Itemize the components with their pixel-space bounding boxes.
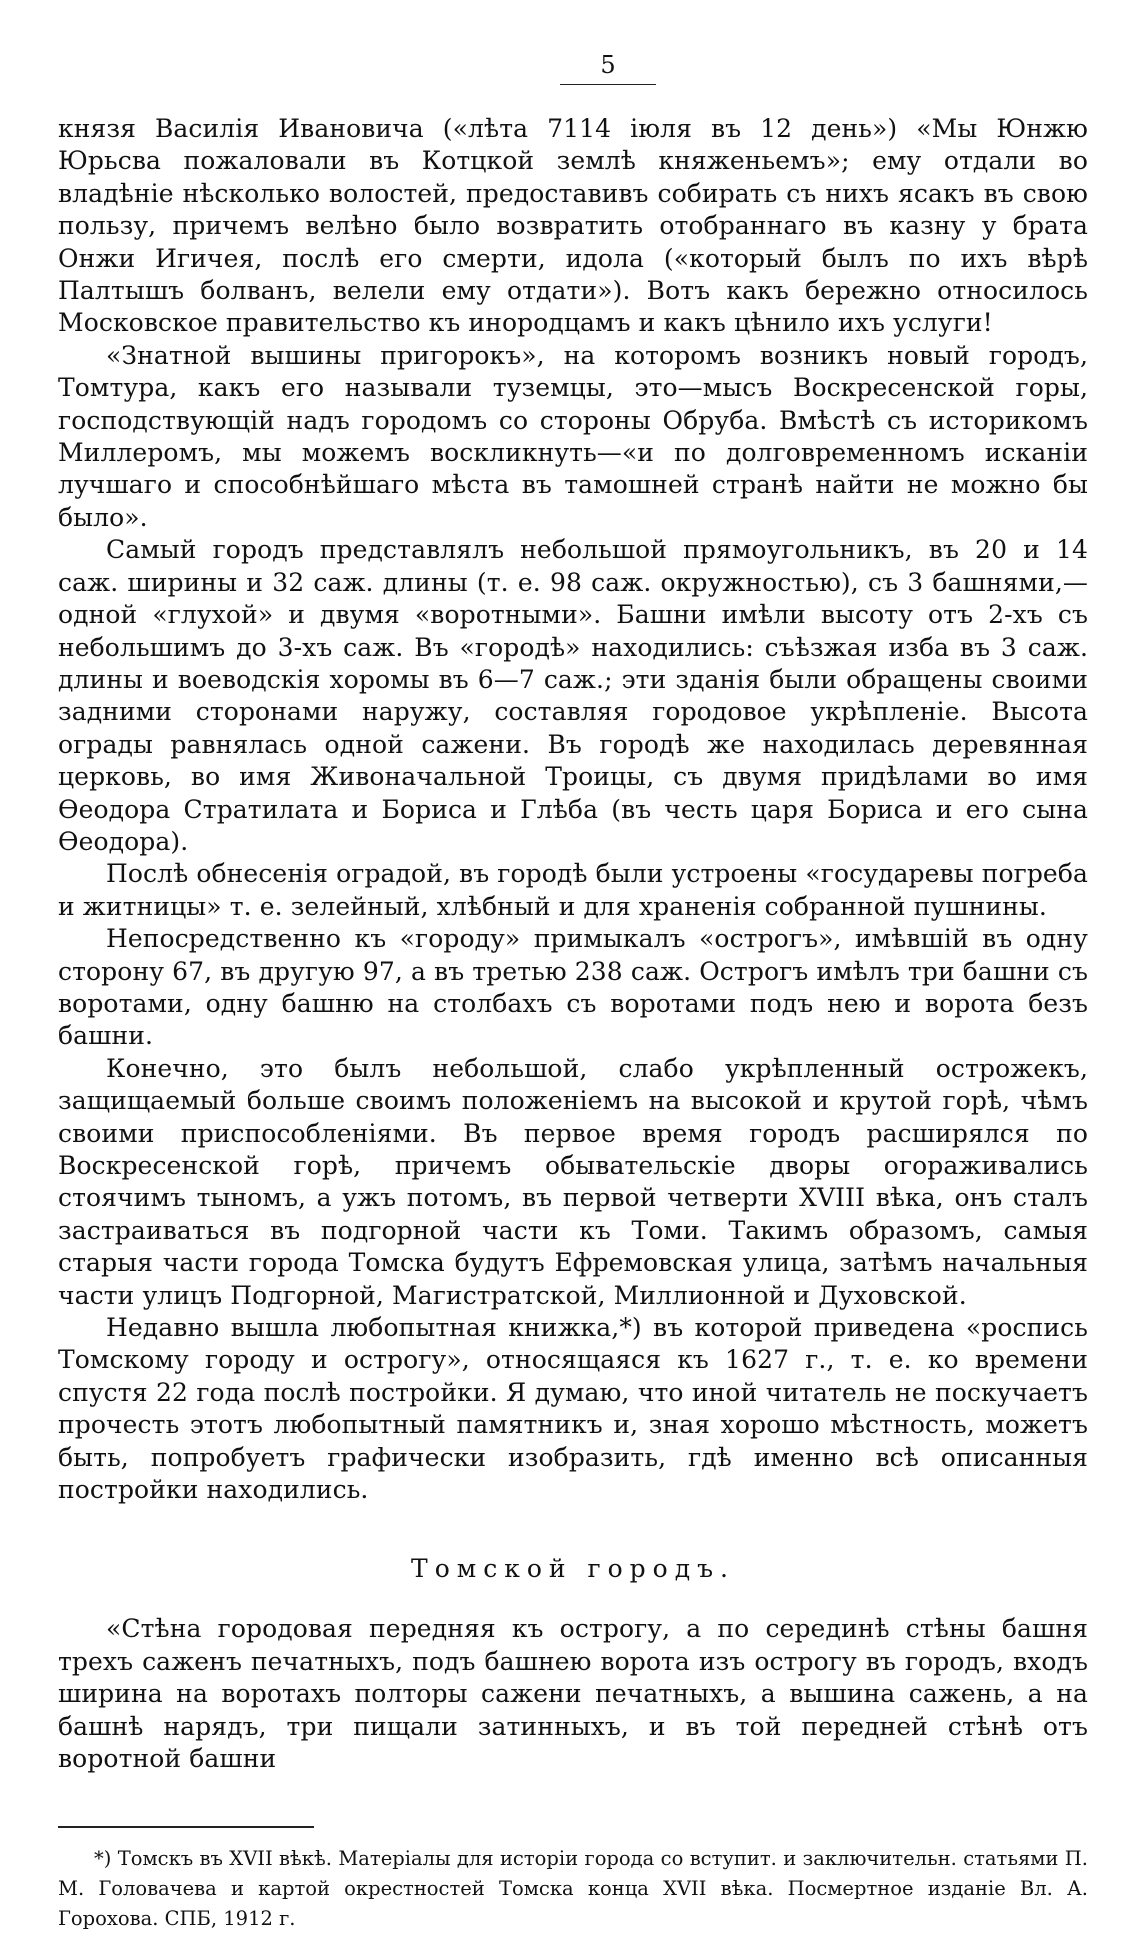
section-title: Томской городъ. [411, 1554, 735, 1584]
paragraph-7: Недавно вышла любопытная книжка,*) въ которой приведена «роспись Томскому городу и острогу», относящаяся къ 1627 г., т. е. ко времени спустя 22 года послѣ постройки. Я думаю, что иной читатель не поскучаетъ прочесть этотъ любопытный памятникъ и, зная хорошо мѣстность, можетъ быть, попробуетъ графически изобразить, гдѣ именно всѣ описанныя постройки находились. [58, 1313, 1088, 1505]
paragraph-2: «Знатной вышины пригорокъ», на которомъ возникъ новый городъ, Томтура, какъ его называли туземцы, это—мысъ Воскресенской горы, господствующій надъ городомъ со стороны Обруба. Вмѣстѣ съ историкомъ Миллеромъ, мы можемъ воскликнуть—«и по долговременномъ исканіи лучшаго и способнѣйшаго мѣста въ тамошней странѣ найти не можно бы было». [58, 340, 1088, 532]
paragraph-3: Самый городъ представлялъ небольшой прямоугольникъ, въ 20 и 14 саж. ширины и 32 саж. длины (т. е. 98 саж. окружностью), съ 3 башнями,—одной «глухой» и двумя «воротными». Башни имѣли высоту отъ 2-хъ съ небольшимъ до 3-хъ саж. Въ «городѣ» находились: съѣзжая изба въ 3 саж. длины и воеводскія хоромы въ 6—7 саж.; эти зданія были обращены своими задними сторонами наружу, составляя городовое укрѣпленіе. Высота ограды равнялась одной сажени. Въ городѣ же находилась деревянная церковь, во имя Живоначальной Троицы, съ двумя придѣлами во имя Ѳеодора Стратилата и Бориса и Глѣба (въ честь царя Бориса и его сына Ѳеодора). [58, 535, 1088, 856]
body-text [58, 113, 1088, 1776]
paragraph-5: Непосредственно къ «городу» примыкалъ «острогъ», имѣвшій въ одну сторону 67, въ другую 97, а въ третью 238 саж. Острогъ имѣлъ три башни съ воротами, одну башню на столбахъ съ воротами подъ нею и ворота безъ башни. [58, 924, 1088, 1051]
section-paragraph: «Стѣна городовая передняя къ острогу, а по серединѣ стѣны башня трехъ саженъ печатныхъ, подъ башнею ворота изъ острогу въ городъ, входъ ширина на воротахъ полторы сажени печатныхъ, а вышина сажень, а на башнѣ нарядъ, три пищали затинныхъ, и въ той передней стѣнѣ отъ воротной башни [58, 1614, 1088, 1774]
page [58, 48, 1088, 1934]
paragraph-4: Послѣ обнесенія оградой, въ городѣ были устроены «государевы погреба и житницы» т. е. зелейный, хлѣбный и для храненія собранной пушнины. [58, 859, 1088, 921]
paragraph-6: Конечно, это былъ небольшой, слабо укрѣпленный острожекъ, защищаемый больше своимъ положеніемъ на высокой и крутой горѣ, чѣмъ своими приспособленіями. Въ первое время городъ расширялся по Воскресенской горѣ, причемъ обывательскіе дворы огораживались стоячимъ тыномъ, а ужъ потомъ, въ первой четверти XVIII вѣка, онъ сталъ застраиваться въ подгорной части къ Томи. Такимъ образомъ, самыя старыя части города Томска будутъ Ефремовская улица, затѣмъ начальныя части улицъ Подгорной, Магистратской, Миллионной и Духовской. [58, 1053, 1088, 1310]
footnote: *) Томскъ въ XVII вѣкѣ. Матеріалы для исторіи города со вступит. и заключительн. статьями П. М. Головачева и картой окрестностей Томска конца XVII вѣка. Посмертное изданіе Вл. А. Горохова. СПБ, 1912 г. [58, 1846, 1088, 1930]
page-number [128, 48, 1088, 85]
footnote-divider [58, 1826, 314, 1828]
paragraph-1: князя Василія Ивановича («лѣта 7114 іюля въ 12 день») «Мы Юнжю Юрьсва пожаловали въ Котцкой землѣ княженьемъ»; ему отдали во владѣніе нѣсколько волостей, предоставивъ собирать съ нихъ ясакъ въ свою пользу, причемъ велѣно было возвратить отобраннаго въ казну у брата Онжи Игичея, послѣ его смерти, идола («который былъ по ихъ вѣрѣ Палтышъ болванъ, велели ему отдати»). Вотъ какъ бережно относилось Московское правительство къ инородцамъ и какъ цѣнило ихъ услуги! [58, 114, 1088, 338]
page-number-text: 5 [560, 48, 655, 85]
